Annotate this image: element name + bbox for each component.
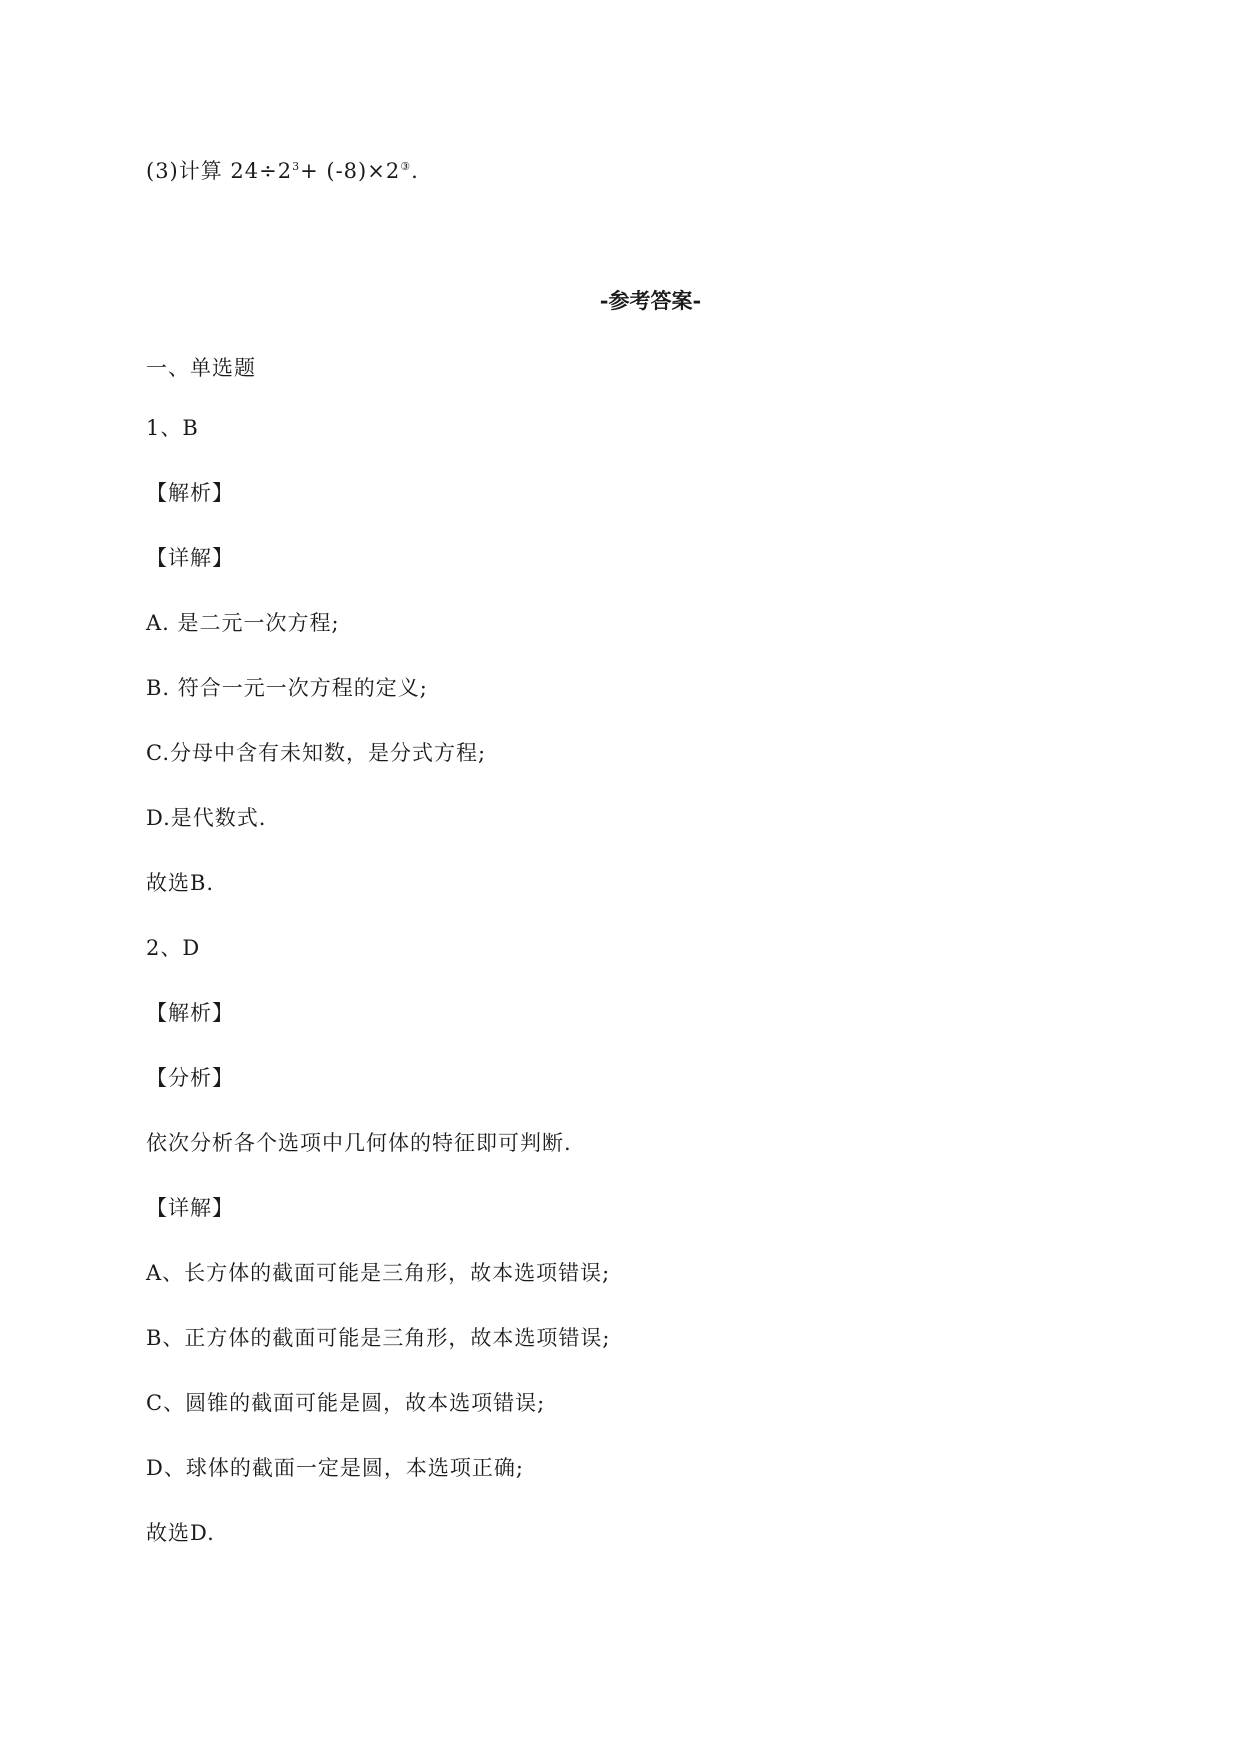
analysis-label: 【解析】 — [146, 481, 234, 505]
exponent-2: ③ — [400, 160, 412, 173]
detail-label: 【详解】 — [146, 1196, 234, 1220]
option-line: B、正方体的截面可能是三角形，故本选项错误; — [146, 1326, 611, 1350]
conclusion-line: 故选D. — [146, 1521, 215, 1545]
problem-middle: + (-8)×2 — [300, 159, 401, 183]
section-heading: 一、单选题 — [146, 356, 256, 380]
conclusion-line: 故选B. — [146, 871, 215, 895]
option-line: D、球体的截面一定是圆，本选项正确; — [146, 1456, 524, 1480]
option-line: B. 符合一元一次方程的定义; — [146, 676, 428, 700]
option-line: C、圆锥的截面可能是圆，故本选项错误; — [146, 1391, 546, 1415]
analysis-method-label: 【分析】 — [146, 1066, 234, 1090]
problem-suffix: . — [411, 159, 419, 183]
option-line: C.分母中含有未知数，是分式方程; — [146, 741, 487, 765]
exponent-1: 3 — [292, 160, 301, 173]
answer-number: 1、B — [146, 416, 199, 440]
answer-title: -参考答案- — [599, 288, 702, 313]
answer-number: 2、D — [146, 936, 201, 960]
analysis-label: 【解析】 — [146, 1001, 234, 1025]
detail-label: 【详解】 — [146, 546, 234, 570]
problem-prefix: (3)计算 24÷2 — [146, 159, 293, 183]
option-line: A、长方体的截面可能是三角形，故本选项错误; — [146, 1261, 611, 1285]
option-line: D.是代数式. — [146, 806, 267, 830]
problem-statement — [146, 157, 419, 185]
option-line: A. 是二元一次方程; — [146, 611, 340, 635]
analysis-text: 依次分析各个选项中几何体的特征即可判断. — [146, 1131, 572, 1155]
